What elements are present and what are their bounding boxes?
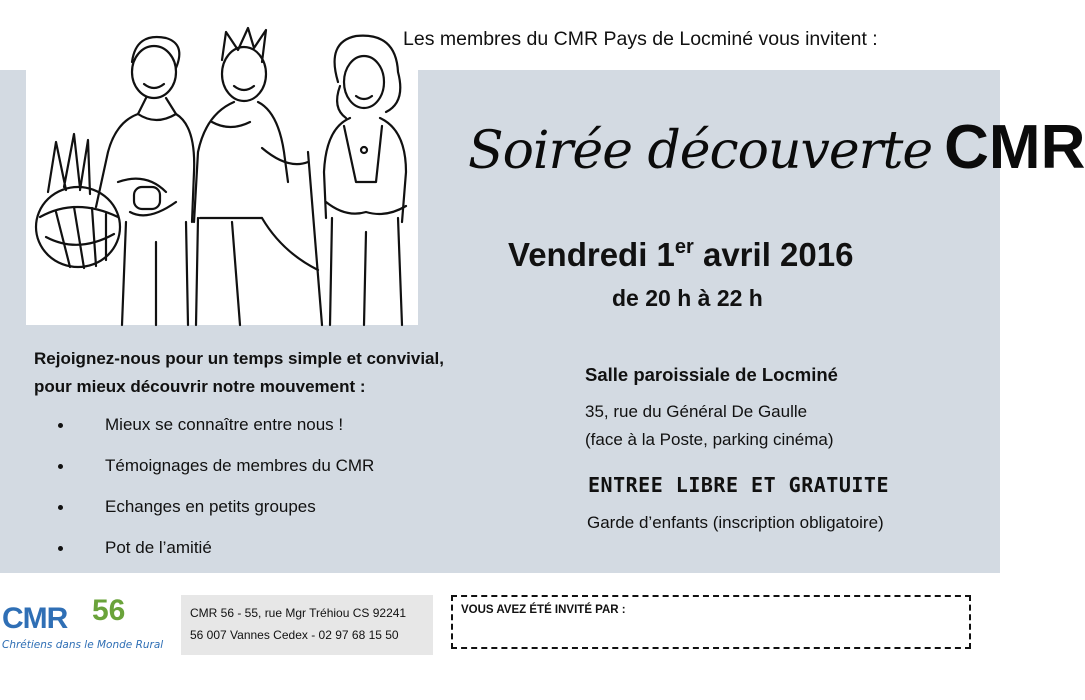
- cmr-logo: [0, 590, 175, 660]
- venue-name: Salle paroissiale de Locminé: [585, 364, 838, 385]
- man-left-drawing: [96, 37, 194, 325]
- venue-note: (face à la Poste, parking cinéma): [585, 430, 834, 449]
- woman-right-drawing: [324, 36, 406, 325]
- logo-text: CMR: [2, 602, 68, 635]
- date-month-year: avril 2016: [693, 236, 854, 273]
- free-entry-notice: ENTREE LIBRE ET GRATUITE: [588, 473, 889, 497]
- bullet-dot-icon: [58, 505, 63, 510]
- date-ordinal: er: [674, 236, 694, 258]
- contact-box: [181, 595, 433, 655]
- intro-line-1: Rejoignez-nous pour un temps simple et convivial,: [34, 349, 444, 368]
- event-date: [508, 236, 853, 274]
- venue-street: 35, rue du Général De Gaulle: [585, 402, 808, 421]
- invitation-header: Les membres du CMR Pays de Locminé vous invitent :: [403, 28, 878, 50]
- contact-address: CMR 56 - 55, rue Mgr Tréhiou CS 92241: [190, 606, 407, 620]
- man-middle-drawing: [194, 28, 322, 325]
- bullet-dot-icon: [58, 546, 63, 551]
- title-script-part: Soirée découverte: [468, 121, 933, 181]
- list-item: Mieux se connaître entre nous !: [58, 413, 374, 454]
- venue-address: [585, 398, 834, 454]
- invited-by-box[interactable]: [451, 595, 971, 649]
- title-bold-part: CMR: [944, 113, 1085, 182]
- logo-tagline: Chrétiens dans le Monde Rural: [2, 639, 164, 651]
- invited-by-label: VOUS AVEZ ÉTÉ INVITÉ PAR :: [461, 604, 626, 616]
- bullet-dot-icon: [58, 423, 63, 428]
- intro-text: [34, 345, 444, 401]
- bullet-dot-icon: [58, 464, 63, 469]
- childcare-note: Garde d’enfants (inscription obligatoire): [587, 513, 884, 532]
- event-hours: de 20 h à 22 h: [612, 285, 763, 311]
- intro-line-2: pour mieux découvrir notre mouvement :: [34, 377, 366, 396]
- date-day: Vendredi 1: [508, 236, 675, 273]
- list-item: Echanges en petits groupes: [58, 495, 374, 536]
- contact-phone: 56 007 Vannes Cedex - 02 97 68 15 50: [190, 628, 399, 642]
- list-item: Témoignages de membres du CMR: [58, 454, 374, 495]
- logo-number: 56: [92, 594, 126, 627]
- list-item: Pot de l’amitié: [58, 536, 374, 577]
- event-title: [468, 112, 1085, 183]
- people-illustration: [26, 22, 418, 325]
- program-list: [58, 413, 374, 577]
